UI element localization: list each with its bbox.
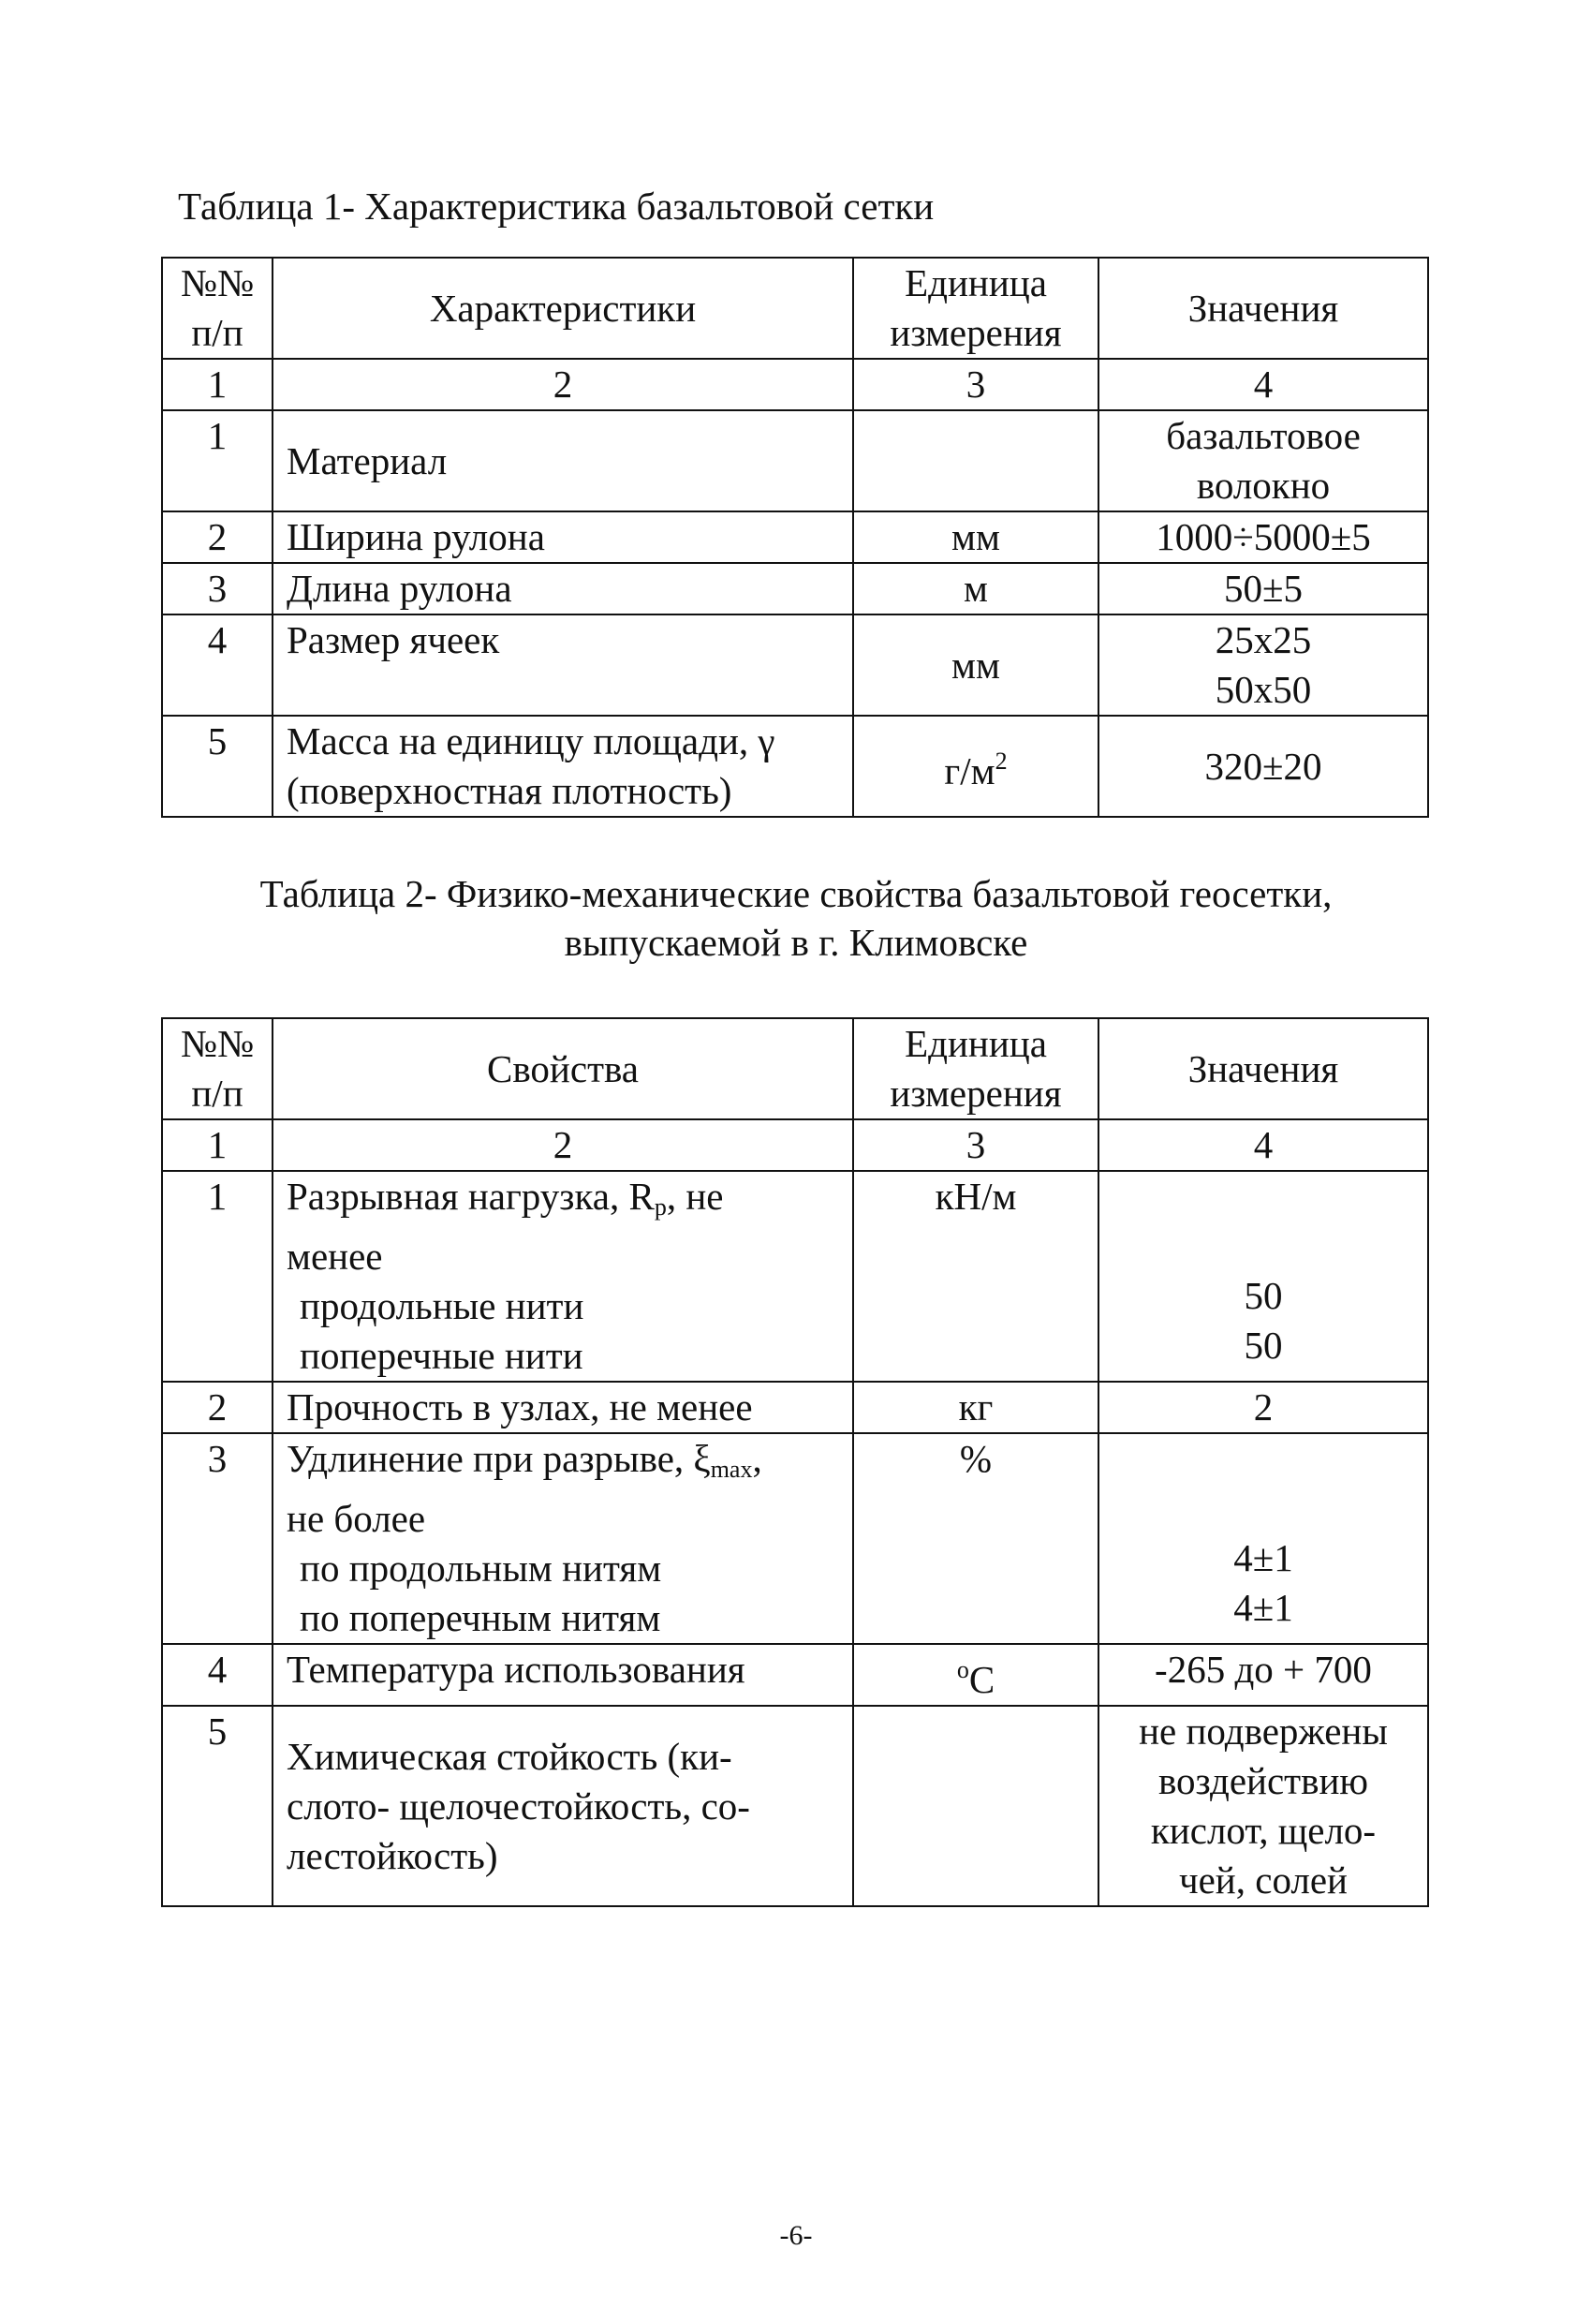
column-number: 1 [162, 1119, 273, 1171]
column-numbering-row [162, 1119, 1428, 1171]
column-numbering-row [162, 359, 1428, 410]
page-number: -6- [779, 2220, 813, 2251]
row-name: Прочность в узлах, не менее [273, 1382, 853, 1433]
row-name: Температура использования [273, 1644, 853, 1706]
table-header-row [162, 258, 1428, 359]
row-unit: $г/м^2$ [853, 716, 1098, 817]
row-unit [853, 1706, 1098, 1906]
table-row [162, 410, 1428, 511]
row-name: Размер ячеек [273, 614, 853, 716]
row-value: 25х25 50х50 [1098, 614, 1428, 716]
row-unit: мм [853, 614, 1098, 716]
row-unit: м [853, 563, 1098, 614]
row-value: базальтовое волокно [1098, 410, 1428, 511]
row-value: -265 до + 700 [1098, 1644, 1428, 1706]
row-name: Химическая стойкость (ки- слото- щелочестойкость, со- лестойкость) [273, 1706, 853, 1906]
column-number: 4 [1098, 1119, 1428, 1171]
column-number: 1 [162, 359, 273, 410]
row-number: 1 [162, 1171, 273, 1382]
row-number: 3 [162, 563, 273, 614]
row-unit: % [853, 1433, 1098, 1644]
row-number: 5 [162, 716, 273, 817]
row-name: Длина рулона [273, 563, 853, 614]
header-values: Значения [1098, 1018, 1428, 1119]
row-number: 3 [162, 1433, 273, 1644]
column-number: 2 [273, 359, 853, 410]
column-number: 3 [853, 1119, 1098, 1171]
column-number: 2 [273, 1119, 853, 1171]
table-header-row [162, 1018, 1428, 1119]
row-name: Материал [273, 410, 853, 511]
row-number: 2 [162, 1382, 273, 1433]
header-num: №№ п/п [162, 1018, 273, 1119]
table-row [162, 614, 1428, 716]
row-number: 1 [162, 410, 273, 511]
table-row [162, 1706, 1428, 1906]
row-name: Ширина рулона [273, 511, 853, 563]
header-unit: Единица измерения [853, 258, 1098, 359]
header-properties: Свойства [273, 1018, 853, 1119]
row-name: Разрывная нагрузка, $R_р$, не менее продольные нити поперечные нити [273, 1171, 853, 1382]
table2 [161, 1017, 1429, 1907]
row-name: Масса на единицу площади, γ (поверхностная плотность) [273, 716, 853, 817]
table-row [162, 1171, 1428, 1382]
row-value: не подвержены воздействию кислот, щело- чей, солей [1098, 1706, 1428, 1906]
row-number: 4 [162, 614, 273, 716]
row-value: 50±5 [1098, 563, 1428, 614]
row-unit: кН/м [853, 1171, 1098, 1382]
table-row [162, 1382, 1428, 1433]
row-number: 5 [162, 1706, 273, 1906]
header-characteristics: Характеристики [273, 258, 853, 359]
table-row [162, 511, 1428, 563]
row-name: Удлинение при разрыве, $\xi_{max}$, не более по продольным нитям по поперечным нитям [273, 1433, 853, 1644]
header-values: Значения [1098, 258, 1428, 359]
row-value: 1000÷5000±5 [1098, 511, 1428, 563]
row-unit: кг [853, 1382, 1098, 1433]
table1 [161, 257, 1429, 818]
row-unit [853, 410, 1098, 511]
row-unit: $^o$С [853, 1644, 1098, 1706]
row-value: 2 [1098, 1382, 1428, 1433]
row-value: 320±20 [1098, 716, 1428, 817]
column-number: 4 [1098, 359, 1428, 410]
table-row [162, 1644, 1428, 1706]
table-row [162, 716, 1428, 817]
row-unit: мм [853, 511, 1098, 563]
row-number: 4 [162, 1644, 273, 1706]
table2-caption: Таблица 2- Физико-механические свойства базальтовой геосетки, выпускаемой в г. Климовске [259, 872, 1333, 964]
table-row [162, 1433, 1428, 1644]
row-value: 50 50 [1098, 1171, 1428, 1382]
table-row [162, 563, 1428, 614]
column-number: 3 [853, 359, 1098, 410]
row-value: 4±1 4±1 [1098, 1433, 1428, 1644]
row-number: 2 [162, 511, 273, 563]
header-num: №№ п/п [162, 258, 273, 359]
table1-caption: Таблица 1- Характеристика базальтовой сетки [178, 185, 935, 228]
header-unit: Единица измерения [853, 1018, 1098, 1119]
